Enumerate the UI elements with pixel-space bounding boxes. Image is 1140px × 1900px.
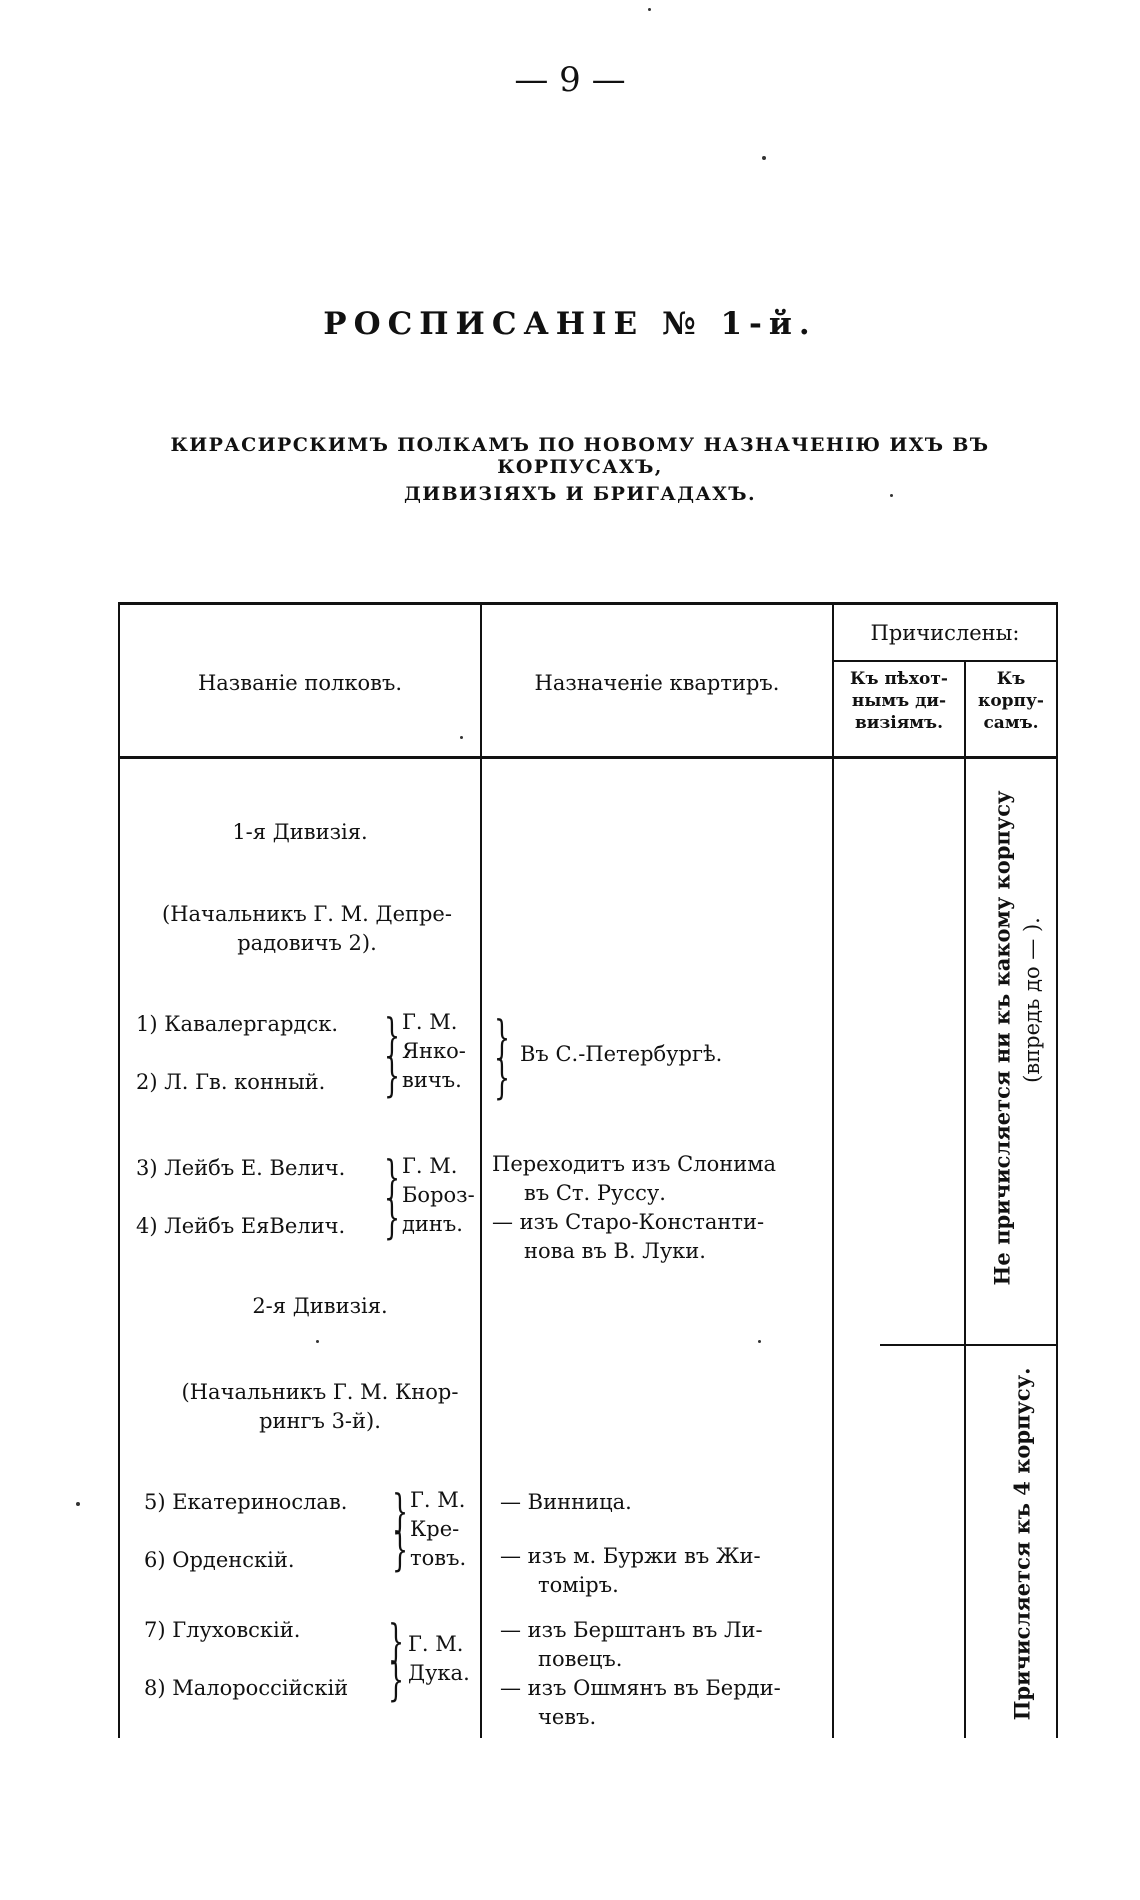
brace-icon: } — [494, 1050, 511, 1104]
commander-group-1-line-3: вичъ. — [402, 1068, 462, 1092]
regiment-8: 8) Малороссійскій — [144, 1676, 349, 1700]
division-1-title: 1-я Дивизія. — [232, 820, 368, 844]
page-number: — 9 — — [514, 60, 626, 100]
division-1-chief — [132, 900, 482, 958]
quarters-group-3-line-3: томіръ. — [538, 1573, 619, 1597]
commander-group-2-line-1: Г. М. — [402, 1154, 458, 1178]
header-to-infantry — [836, 668, 962, 734]
quarters-group-2 — [492, 1150, 832, 1266]
attached-subheader-rule — [832, 660, 1056, 662]
commander-group-1-line-2: Янко- — [402, 1039, 466, 1063]
header-to-corps-line-2: корпу- — [978, 691, 1044, 711]
division-2-chief-line-1: (Начальникъ Г. М. Кнор- — [181, 1380, 459, 1404]
document-title: РОСПИСАНІЕ № 1-й. — [323, 306, 817, 342]
quarters-group-1: Въ С.-Петербургѣ. — [520, 1042, 723, 1066]
document-subtitle-line-2: ДИВИЗІЯХЪ И БРИГАДАХЪ. — [403, 483, 757, 505]
division-2-chief — [150, 1378, 490, 1436]
header-to-infantry-line-3: визіямъ. — [854, 713, 943, 733]
regiment-2: 2) Л. Гв. конный. — [136, 1070, 326, 1094]
quarters-group-2-line-4: нова въ В. Луки. — [524, 1239, 706, 1263]
quarters-group-4-line-2: повецъ. — [538, 1647, 623, 1671]
quarters-group-2-line-2: въ Ст. Руссу. — [524, 1181, 666, 1205]
header-to-corps — [966, 668, 1056, 734]
commander-group-3-line-3: товъ. — [410, 1546, 467, 1570]
regiment-6: 6) Орденскій. — [144, 1548, 295, 1572]
corps-note-division-1: Не причисляется ни къ какому корпусу — [989, 790, 1015, 1286]
brace-icon: } — [392, 1522, 409, 1576]
quarters-group-3-line-2: — изъ м. Буржи въ Жи- — [500, 1544, 761, 1568]
commander-group-2-line-3: динъ. — [402, 1212, 463, 1236]
brace-icon: } — [388, 1652, 405, 1706]
brace-icon: } — [384, 1048, 401, 1102]
header-to-infantry-line-1: Къ пѣхот- — [850, 669, 948, 689]
header-quarters: Назначеніе квартиръ. — [534, 671, 780, 695]
corps-note-division-2: Причисляется къ 4 корпусу. — [1009, 1367, 1035, 1721]
print-speck — [762, 156, 766, 160]
commander-group-4-line-1: Г. М. — [408, 1632, 464, 1656]
header-to-corps-line-3: самъ. — [983, 713, 1039, 733]
header-to-corps-line-1: Къ — [996, 669, 1026, 689]
corps-divider-rule — [880, 1344, 1056, 1346]
table-left-rule — [118, 602, 120, 1738]
header-to-infantry-line-2: нымъ ди- — [851, 691, 947, 711]
column-divider-2 — [832, 602, 834, 1738]
commander-group-3 — [410, 1486, 466, 1573]
commander-group-2 — [402, 1152, 475, 1239]
commander-group-1 — [402, 1008, 466, 1095]
brace-icon: } — [392, 1484, 409, 1538]
regiment-4: 4) Лейбъ ЕяВелич. — [136, 1214, 346, 1238]
column-divider-3 — [964, 660, 966, 1738]
regiment-1: 1) Кавалергардск. — [136, 1012, 339, 1036]
regiment-5: 5) Екатеринослав. — [144, 1490, 348, 1514]
corps-note-division-1-detail: (впредь до — ). — [1020, 917, 1044, 1083]
quarters-group-4-line-1: — изъ Берштанъ въ Ли- — [500, 1618, 763, 1642]
print-speck — [758, 1340, 761, 1343]
division-2-chief-line-2: рингъ 3-й). — [259, 1409, 381, 1433]
header-regiments: Названіе полковъ. — [197, 671, 403, 695]
brace-icon: } — [384, 1190, 401, 1244]
regiment-3: 3) Лейбъ Е. Велич. — [136, 1156, 346, 1180]
quarters-group-4-line-3: — изъ Ошмянъ въ Берди- — [500, 1676, 781, 1700]
division-2-title: 2-я Дивизія. — [252, 1294, 388, 1318]
print-speck — [890, 494, 893, 497]
brace-icon: } — [384, 1150, 401, 1204]
table-top-rule — [118, 602, 1058, 605]
print-speck — [460, 736, 463, 739]
regiment-7: 7) Глуховскій. — [144, 1618, 301, 1642]
column-divider-1 — [480, 602, 482, 1738]
commander-group-1-line-1: Г. М. — [402, 1010, 458, 1034]
header-attached: Причислены: — [870, 621, 1020, 645]
commander-group-3-line-1: Г. М. — [410, 1488, 466, 1512]
commander-group-3-line-2: Кре- — [410, 1517, 460, 1541]
table-right-rule — [1056, 602, 1058, 1738]
quarters-group-4 — [500, 1616, 832, 1732]
print-speck — [76, 1502, 80, 1506]
division-1-chief-line-1: (Начальникъ Г. М. Депре- — [162, 902, 452, 926]
brace-icon: } — [494, 1010, 511, 1064]
division-1-chief-line-2: радовичъ 2). — [237, 931, 377, 955]
quarters-group-2-line-1: Переходитъ изъ Слонима — [492, 1152, 777, 1176]
print-speck — [316, 1340, 319, 1343]
brace-icon: } — [384, 1008, 401, 1062]
document-subtitle-line-1: КИРАСИРСКИМЪ ПОЛКАМЪ ПО НОВОМУ НАЗНАЧЕНІЮ ИХЪ ВЪ КОРПУСАХЪ, — [170, 434, 990, 478]
commander-group-4 — [408, 1630, 470, 1688]
quarters-group-4-line-4: чевъ. — [538, 1705, 597, 1729]
commander-group-4-line-2: Дука. — [408, 1661, 470, 1685]
quarters-group-2-line-3: — изъ Старо-Константи- — [492, 1210, 765, 1234]
commander-group-2-line-2: Бороз- — [402, 1183, 475, 1207]
quarters-group-3-line-1: — Винница. — [500, 1490, 632, 1514]
quarters-group-3 — [500, 1488, 832, 1600]
table-header-rule — [118, 756, 1058, 759]
brace-icon: } — [388, 1614, 405, 1668]
print-speck — [648, 8, 651, 11]
